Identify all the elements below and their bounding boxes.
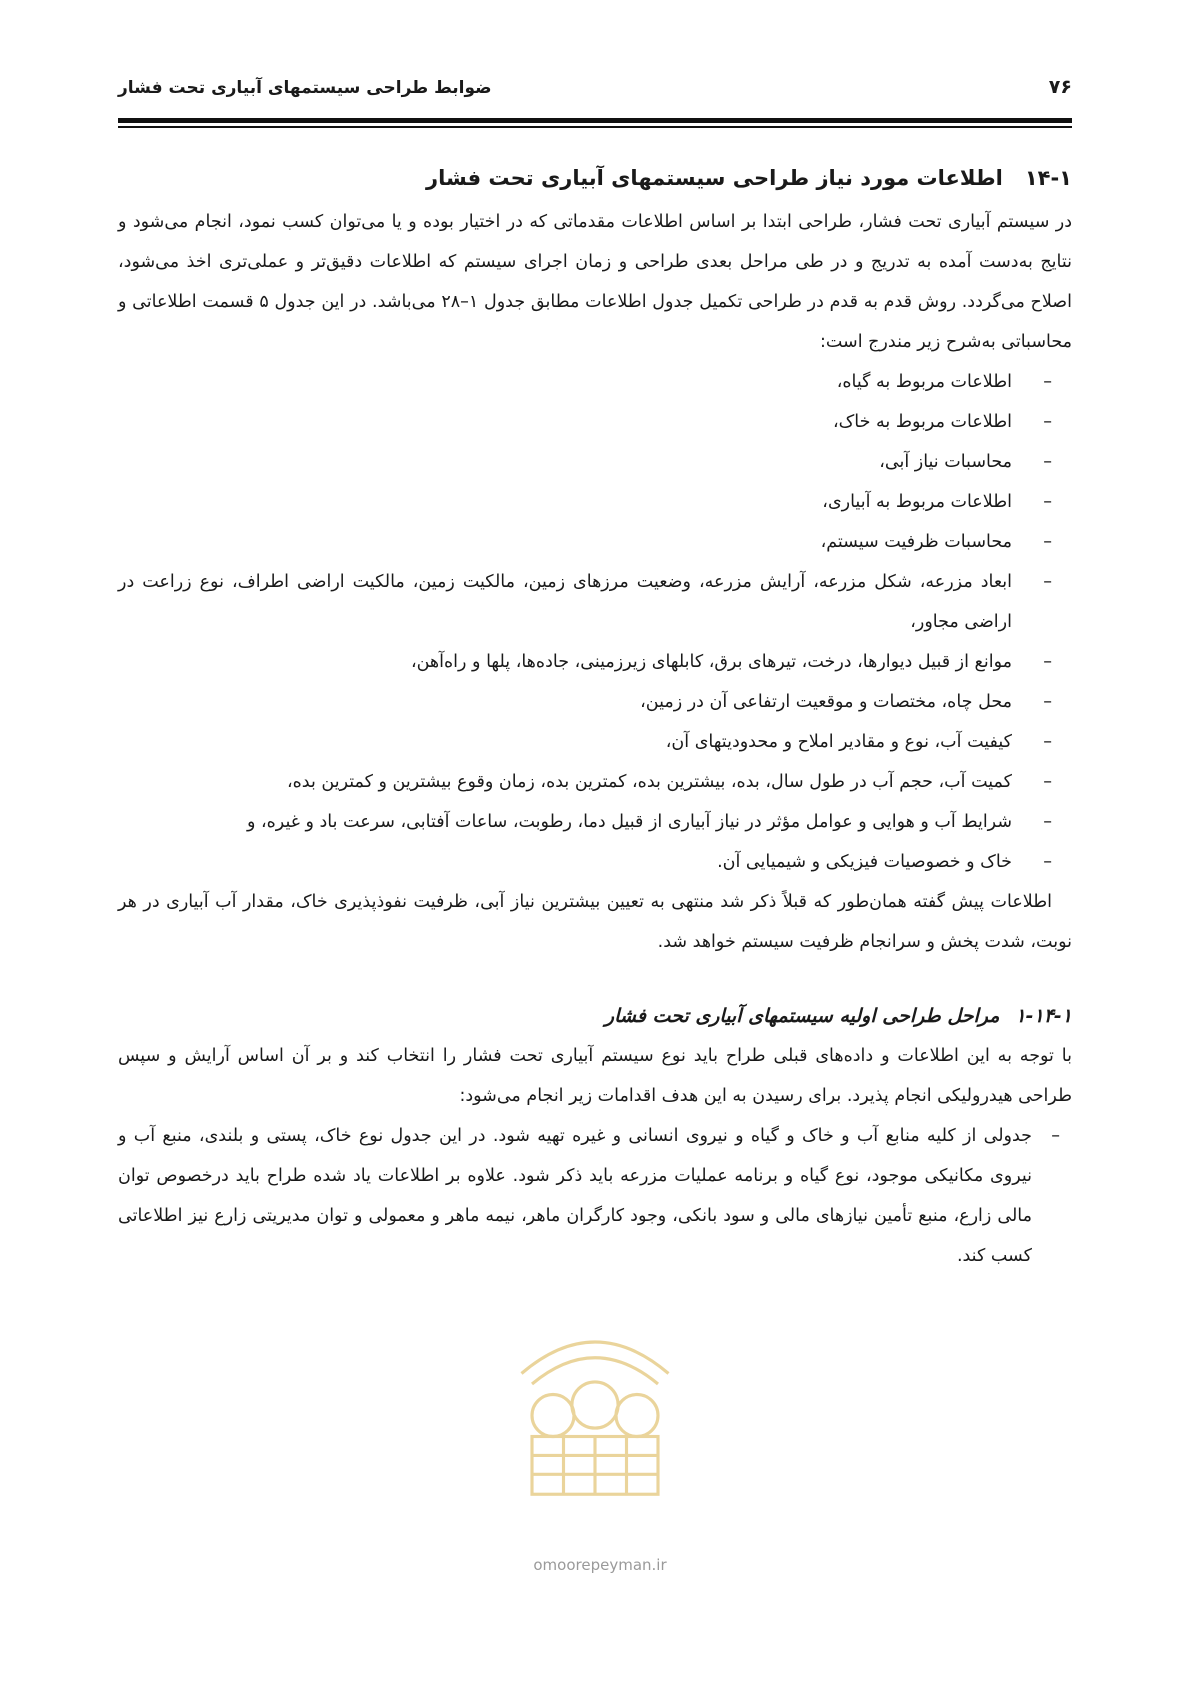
subsection-list — [118, 1116, 1072, 1276]
section-title: اطلاعات مورد نیاز طراحی سیستمهای آبیاری تحت فشار — [426, 166, 1003, 190]
page-content — [118, 158, 1072, 1276]
section-number: ۱۴-۱ — [1024, 166, 1072, 190]
seal-logo-icon — [490, 1300, 700, 1510]
list-item: – اطلاعات مربوط به خاک، — [118, 402, 1072, 442]
list-item: – محاسبات ظرفیت سیستم، — [118, 522, 1072, 562]
subsection-heading — [118, 996, 1072, 1036]
subsection-number: ۱-۱۴-۱ — [1015, 1005, 1072, 1027]
list-item: – محاسبات نیاز آبی، — [118, 442, 1072, 482]
list-item: – اطلاعات مربوط به آبیاری، — [118, 482, 1072, 522]
list-item: – جدولی از کلیه منابع آب و خاک و گیاه و نیروی انسانی و غیره تهیه شود. در این جدول نوع خاک، پستی و بلندی، منبع آب و نیروی مکانیکی موجود، نوع گیاه و برنامه عملیات مزرعه باید ذکر شود. علاوه بر اطلاعات یاد شده طراح باید درخصوص توان مالی زارع، منبع تأمین نیازهای مالی و سود بانکی، وجود کارگران ماهر، نیمه ماهر و معمولی و توان مدیریتی زارع نیز اطلاعاتی کسب کند. — [118, 1116, 1072, 1276]
running-title: ضوابط طراحی سیستمهای آبیاری تحت فشار — [118, 78, 492, 98]
list-item: – محل چاه، مختصات و موقعیت ارتفاعی آن در زمین، — [118, 682, 1072, 722]
list-item: – موانع از قبیل دیوارها، درخت، تیرهای برق، کابلهای زیرزمینی، جاده‌ها، پلها و راه‌آهن، — [118, 642, 1072, 682]
section-list — [118, 362, 1072, 882]
list-item: – اطلاعات مربوط به گیاه، — [118, 362, 1072, 402]
list-item: – کیفیت آب، نوع و مقادیر املاح و محدودیتهای آن، — [118, 722, 1072, 762]
watermark-text: omoorepeyman.ir — [533, 1556, 667, 1574]
list-item: – شرایط آب و هوایی و عوامل مؤثر در نیاز آبیاری از قبیل دما، رطوبت، ساعات آفتابی، سرعت باد و غیره، و — [118, 802, 1072, 842]
header-rule-thick — [118, 118, 1072, 123]
section-heading — [118, 158, 1072, 198]
header-rule-thin — [118, 126, 1072, 128]
list-item: – ابعاد مزرعه، شکل مزرعه، آرایش مزرعه، وضعیت مرزهای زمین، مالکیت زمین، مالکیت اراضی اطراف، نوع زراعت در اراضی مجاور، — [118, 562, 1072, 642]
section-intro: در سیستم آبیاری تحت فشار، طراحی ابتدا بر اساس اطلاعات مقدماتی که در اختیار بوده و یا می‌توان کسب نمود، انجام می‌شود و نتایج به‌دست آمده به تدریج و در طی مراحل بعدی طراحی و زمان اجرای سیستم که اطلاعات دقیق‌تر و عملی‌تری اخذ می‌شود، اصلاح می‌گردد. روش قدم به قدم در طراحی تکمیل جدول اطلاعات مطابق جدول ۱–۲۸ می‌باشد. در این جدول ۵ قسمت اطلاعاتی و محاسباتی به‌شرح زیر مندرج است: — [118, 212, 1072, 352]
page-number: ۷۶ — [1048, 76, 1072, 98]
list-item: – کمیت آب، حجم آب در طول سال، بده، بیشترین بده، کمترین بده، زمان وقوع بیشترین و کمترین بده، — [118, 762, 1072, 802]
section-closing: اطلاعات پیش گفته همان‌طور که قبلاً ذکر شد منتهی به تعیین بیشترین نیاز آبی، ظرفیت نفوذپذیری خاک، مقدار آب آبیاری در هر نوبت، شدت پخش و سرانجام ظرفیت سیستم خواهد شد. — [118, 892, 1072, 952]
page-header — [118, 62, 1072, 126]
subsection-title: مراحل طراحی اولیه سیستمهای آبیاری تحت فشار — [604, 1005, 1000, 1027]
list-item: – خاک و خصوصیات فیزیکی و شیمیایی آن. — [118, 842, 1072, 882]
subsection-intro: با توجه به این اطلاعات و داده‌های قبلی طراح باید نوع سیستم آبیاری تحت فشار را انتخاب کند و بر آن اساس آرایش و سپس طراحی هیدرولیکی انجام پذیرد. برای رسیدن به این هدف اقدامات زیر انجام می‌شود: — [118, 1046, 1072, 1106]
